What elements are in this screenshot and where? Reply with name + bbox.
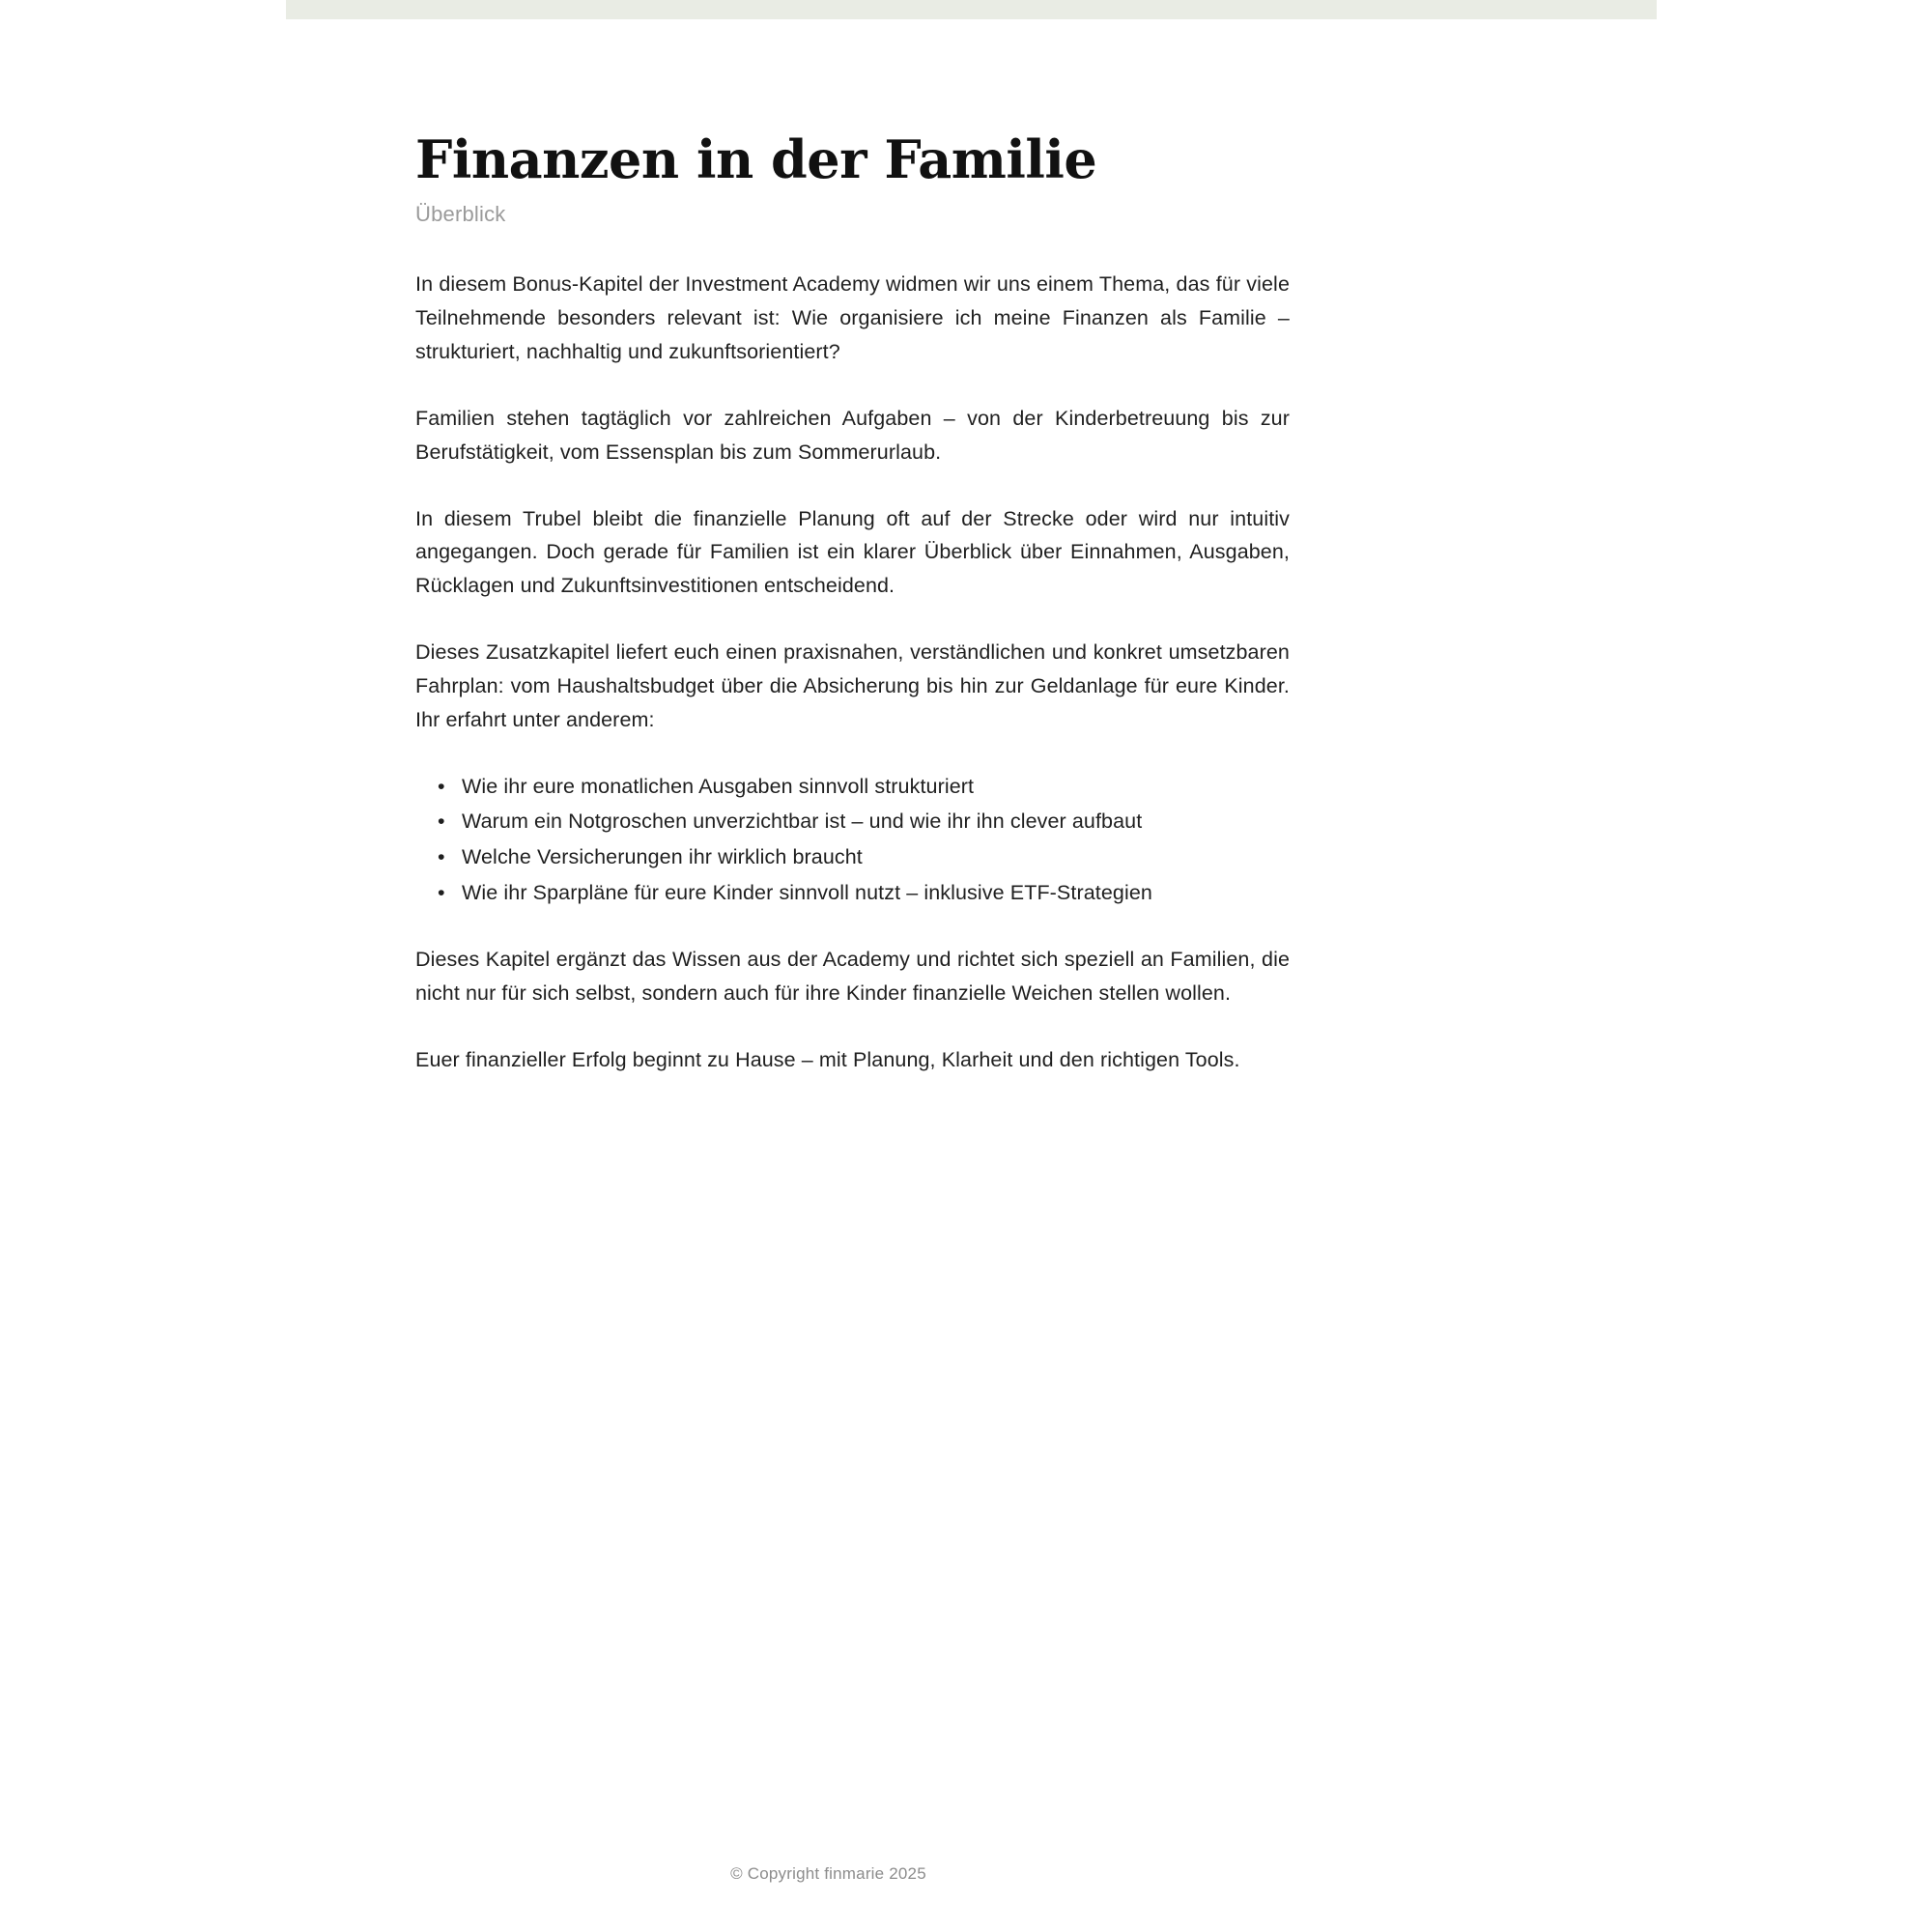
paragraph-4: Dieses Zusatzkapitel liefert euch einen praxisnahen, verständlichen und konkret umsetzbaren Fahrplan: vom Haushaltsbudget über die Absicherung bis hin zur Geldanlage für eure Kinder. Ihr erfahrt unter anderem: <box>415 640 1290 731</box>
topics-list <box>415 770 1290 910</box>
page-title: Finanzen in der Familie <box>415 128 1097 190</box>
page-subtitle: Überblick <box>415 202 506 227</box>
document-content <box>415 130 1290 1109</box>
list-item: • Warum ein Notgroschen unverzichtbar ist – und wie ihr ihn clever aufbaut <box>462 805 1290 838</box>
paragraph-2: Familien stehen tagtäglich vor zahlreichen Aufgaben – von der Kinderbetreuung bis zur Berufstätigkeit, vom Essensplan bis zum Sommerurlaub. <box>415 406 1290 464</box>
paragraph-5: Dieses Kapitel ergänzt das Wissen aus der Academy und richtet sich speziell an Familien, die nicht nur für sich selbst, sondern auch für ihre Kinder finanzielle Weichen stellen wollen. <box>415 947 1290 1005</box>
paragraph-1: In diesem Bonus-Kapitel der Investment Academy widmen wir uns einem Thema, das für viele Teilnehmende besonders relevant ist: Wie organisiere ich meine Finanzen als Familie – strukturiert, nachhaltig und zukunftsorientiert? <box>415 272 1290 364</box>
copyright-footer: © Copyright finmarie 2025 <box>730 1864 926 1883</box>
list-item: • Welche Versicherungen ihr wirklich braucht <box>462 840 1290 874</box>
paragraph-3: In diesem Trubel bleibt die finanzielle Planung oft auf der Strecke oder wird nur intuitiv angegangen. Doch gerade für Familien ist ein klarer Überblick über Einnahmen, Ausgaben, Rücklagen und Zukunftsinvestitionen entscheidend. <box>415 506 1290 598</box>
list-item: • Wie ihr Sparpläne für eure Kinder sinnvoll nutzt – inklusive ETF-Strategien <box>462 876 1290 910</box>
list-item: • Wie ihr eure monatlichen Ausgaben sinnvoll strukturiert <box>462 770 1290 804</box>
paragraph-6: Euer finanzieller Erfolg beginnt zu Hause – mit Planung, Klarheit und den richtigen Tools. <box>415 1047 1240 1071</box>
top-banner-strip <box>0 0 1932 21</box>
top-banner-accent <box>286 0 1657 19</box>
